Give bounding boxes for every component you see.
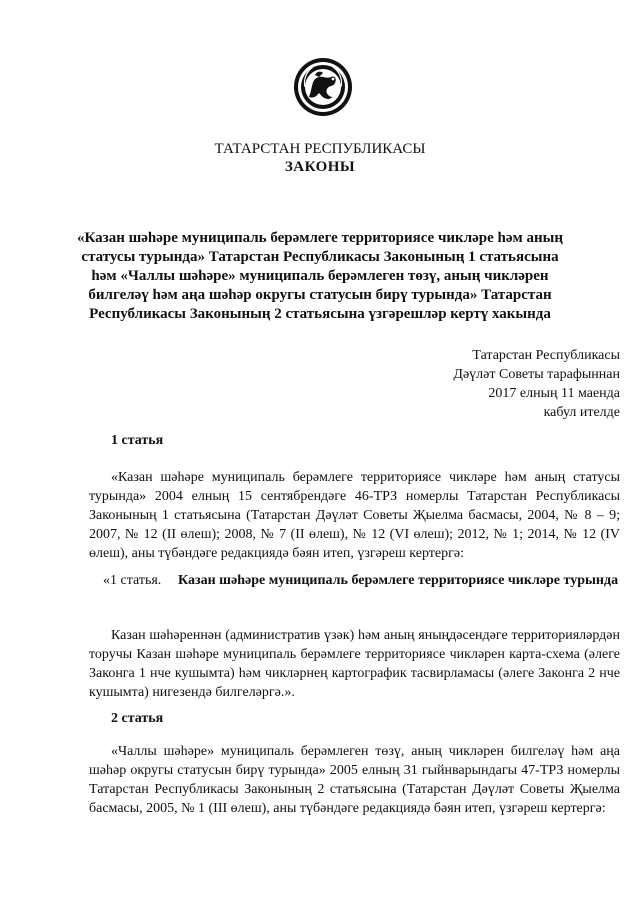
quoted-article-number: «1 статья. [103,573,162,588]
adoption-line: Дәүләт Советы тарафыннан [453,367,620,382]
article-1-text: «Казан шәһәре муниципаль берәмлеге территориясе чикләре һәм аның статусы турында» 2004 елның 15 сентябрендәге 46-ТРЗ номерлы Татарстан Республикасы Законының 1 статьясына (Татарстан Дәүләт Советы Җыелма басмасы, 2004, № 8 – 9; 2007, № 12 (II өлеш); 2008, № 7 (II өлеш), № 12 (VI өлеш); 2012, № 1; 2014, № 12 (IV өлеш), аны түбәндәге редакциядә бәян итеп, үзгәреш кертергә: [89,470,620,561]
article-2-text: «Чаллы шәһәре» муниципаль берәмлеген төзү, аның чикләрен билгеләү һәм аңа шәһәр округы статусын бирү турында» 2005 елның 31 гыйнварындагы 47-ТРЗ номерлы Татарстан Республикасы Законының 2 статьясына (Татарстан Дәүләт Советы Җыелма басмасы, 2005, № 1 (III өлеш), аны түбәндәге редакциядә бәян итеп, үзгәреш кертергә: [89,744,620,816]
adoption-line: Татарстан Республикасы [472,348,620,363]
article-1-heading: 1 статья [111,433,164,448]
article-2-heading: 2 статья [111,711,164,726]
adoption-line: 2017 елның 11 маенда [488,386,620,401]
article-1-quoted-text: Казан шәһәреннән (административ үзәк) һәм аның яныңдәсендәге территорияләрдән торучы Казан шәһәре муниципаль берәмлеге территориясе чикләрен карта-схема (әлеге Законга 1 нче кушымта) һәм чикләрнең картографик тасвирламасы (әлеге Законга 2 нче кушымта) нигезендә билгеләргә.». [89,628,620,700]
republic-heading: ТАТАРСТАН РЕСПУБЛИКАСЫ [214,141,426,157]
adoption-line: кабул ителде [543,405,620,420]
law-heading: ЗАКОНЫ [284,159,356,175]
tatarstan-emblem-icon [293,57,353,117]
adoption-note [453,346,620,422]
quoted-article-title: Казан шәһәре муниципаль берәмлеге территориясе чикләре турында [178,573,619,588]
law-title: «Казан шәһәре муниципаль берәмлеге территориясе чикләре һәм аның статусы турында» Татарстан Республикасы Законының 1 статьясына һәм «Чаллы шәһәре» муниципаль берәмлеген төзү, аның чикләрен билгеләү һәм аңа шәһәр округы статусын бирү турында» Татарстан Республикасы Законының 2 статьясына үзгәрешләр кертү хакында [76,230,563,322]
